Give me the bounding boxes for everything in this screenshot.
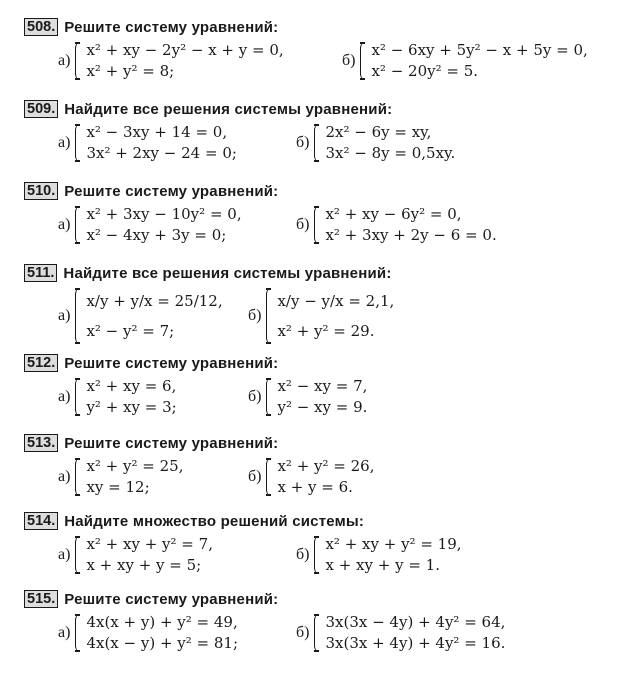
part-label-a: а) — [58, 134, 71, 151]
problem-number: 515. — [24, 590, 58, 608]
left-brace — [314, 124, 321, 162]
system-a — [24, 376, 234, 418]
part-label-b: б) — [296, 216, 310, 233]
left-brace — [75, 288, 82, 344]
equations — [325, 534, 461, 576]
problem-number: 514. — [24, 512, 58, 530]
problem-number: 511. — [24, 264, 57, 282]
equation-2: x + y = 6. — [277, 478, 353, 496]
left-brace — [75, 458, 82, 496]
equation-2: x² − y² = 7; — [86, 322, 175, 340]
equation-1: 3x(3x − 4y) + 4y² = 64, — [325, 613, 506, 631]
systems-row — [24, 204, 624, 246]
problem-header — [24, 16, 624, 38]
equations — [277, 456, 374, 498]
left-brace — [314, 614, 321, 652]
systems-row — [24, 122, 624, 164]
equations — [277, 376, 367, 418]
equation-2: x² − 4xy + 3y = 0; — [86, 226, 227, 244]
systems-row — [24, 456, 624, 498]
equation-1: x² + xy + y² = 7, — [86, 535, 213, 553]
problem-title: Решите систему уравнений: — [64, 434, 279, 452]
left-brace — [75, 124, 82, 162]
equation-1: x² − 6xy + 5y² − x + 5y = 0, — [371, 41, 588, 59]
equation-2: x² + y² = 8; — [86, 62, 175, 80]
problem-511 — [24, 262, 624, 348]
part-label-b: б) — [342, 52, 356, 69]
equation-2: x² + 3xy + 2y − 6 = 0. — [325, 226, 497, 244]
equation-1: x² − xy = 7, — [277, 377, 368, 395]
equations — [86, 376, 176, 418]
problem-number: 512. — [24, 354, 58, 372]
equation-2: 3x² − 8y = 0,5xy. — [325, 144, 456, 162]
part-label-b: б) — [296, 134, 310, 151]
equation-1: x² + y² = 25, — [86, 457, 184, 475]
problem-title: Решите систему уравнений: — [64, 18, 279, 36]
system-b — [248, 376, 367, 418]
problem-header — [24, 98, 624, 120]
system-a — [24, 534, 290, 576]
problem-508 — [24, 16, 624, 92]
equation-1: x² + xy − 2y² − x + y = 0, — [86, 41, 284, 59]
equation-2: 3x² + 2xy − 24 = 0; — [86, 144, 237, 162]
part-label-b: б) — [296, 546, 310, 563]
part-label-b: б) — [248, 388, 262, 405]
part-label-a: а) — [58, 624, 71, 641]
problem-header — [24, 180, 624, 202]
problem-number: 513. — [24, 434, 58, 452]
equations — [277, 286, 394, 346]
part-label-b: б) — [248, 307, 262, 324]
equation-2: xy = 12; — [86, 478, 150, 496]
left-brace — [75, 206, 82, 244]
equations — [325, 612, 505, 654]
equation-1: 2x² − 6y = xy, — [325, 123, 432, 141]
equation-1: x² + 3xy − 10y² = 0, — [86, 205, 242, 223]
equations — [86, 40, 283, 82]
equations — [86, 534, 213, 576]
problem-header — [24, 352, 624, 374]
equation-1: x² + xy − 6y² = 0, — [325, 205, 462, 223]
system-b — [248, 456, 375, 498]
equation-2: x + xy + y = 5; — [86, 556, 202, 574]
left-brace — [75, 614, 82, 652]
problem-title: Найдите все решения системы уравнений: — [63, 264, 392, 282]
equations — [325, 204, 496, 246]
part-label-a: а) — [58, 307, 71, 324]
equation-2: x² + y² = 29. — [277, 322, 375, 340]
problem-number: 508. — [24, 18, 58, 36]
equations — [86, 612, 238, 654]
problem-title: Решите систему уравнений: — [64, 354, 279, 372]
equation-2: x² − 20y² = 5. — [371, 62, 479, 80]
part-label-a: а) — [58, 468, 71, 485]
problem-509 — [24, 98, 624, 174]
problem-513 — [24, 432, 624, 508]
equations — [86, 204, 241, 246]
problem-510 — [24, 180, 624, 256]
equation-1: x² + xy + y² = 19, — [325, 535, 462, 553]
equation-2: 3x(3x + 4y) + 4y² = 16. — [325, 634, 506, 652]
system-a — [24, 456, 234, 498]
left-brace — [75, 378, 82, 416]
systems-row — [24, 40, 624, 82]
equation-2: y² − xy = 9. — [277, 398, 368, 416]
system-b — [296, 122, 455, 164]
system-a — [24, 204, 290, 246]
problem-number: 510. — [24, 182, 58, 200]
part-label-a: а) — [58, 388, 71, 405]
problem-header — [24, 432, 624, 454]
part-label-a: а) — [58, 216, 71, 233]
problem-512 — [24, 352, 624, 428]
equation-2: 4x(x − y) + y² = 81; — [86, 634, 239, 652]
system-a — [24, 612, 290, 654]
left-brace — [266, 458, 273, 496]
equation-2: x + xy + y = 1. — [325, 556, 440, 574]
problem-header — [24, 588, 624, 610]
system-b — [296, 534, 462, 576]
problem-header — [24, 510, 624, 532]
problem-514 — [24, 510, 624, 586]
equations — [86, 456, 183, 498]
problem-title: Найдите множество решений системы: — [64, 512, 365, 530]
left-brace — [75, 536, 82, 574]
systems-row — [24, 534, 624, 576]
problem-515 — [24, 588, 624, 664]
equation-1: x/y − y/x = 2,1, — [277, 292, 395, 310]
part-label-a: а) — [58, 52, 71, 69]
left-brace — [314, 536, 321, 574]
system-b — [248, 286, 394, 346]
equation-1: x² + xy = 6, — [86, 377, 177, 395]
problem-title: Решите систему уравнений: — [64, 590, 279, 608]
system-a — [24, 122, 290, 164]
equation-1: 4x(x + y) + y² = 49, — [86, 613, 238, 631]
problem-title: Найдите все решения системы уравнений: — [64, 100, 393, 118]
part-label-b: б) — [296, 624, 310, 641]
system-b — [342, 40, 588, 82]
left-brace — [266, 378, 273, 416]
problem-title: Решите систему уравнений: — [64, 182, 279, 200]
system-b — [296, 612, 505, 654]
left-brace — [360, 42, 367, 80]
part-label-b: б) — [248, 468, 262, 485]
equation-1: x² + y² = 26, — [277, 457, 375, 475]
system-a — [24, 40, 322, 82]
part-label-a: а) — [58, 546, 71, 563]
problem-header — [24, 262, 624, 284]
systems-row — [24, 612, 624, 654]
left-brace — [266, 288, 273, 344]
systems-row — [24, 376, 624, 418]
equations — [86, 122, 237, 164]
system-b — [296, 204, 497, 246]
equations — [371, 40, 587, 82]
equation-1: x² − 3xy + 14 = 0, — [86, 123, 228, 141]
left-brace — [314, 206, 321, 244]
equation-1: x/y + y/x = 25/12, — [86, 292, 223, 310]
system-a — [24, 286, 234, 346]
equations — [325, 122, 455, 164]
problem-number: 509. — [24, 100, 58, 118]
systems-row — [24, 286, 624, 346]
left-brace — [75, 42, 82, 80]
equations — [86, 286, 222, 346]
equation-2: y² + xy = 3; — [86, 398, 177, 416]
